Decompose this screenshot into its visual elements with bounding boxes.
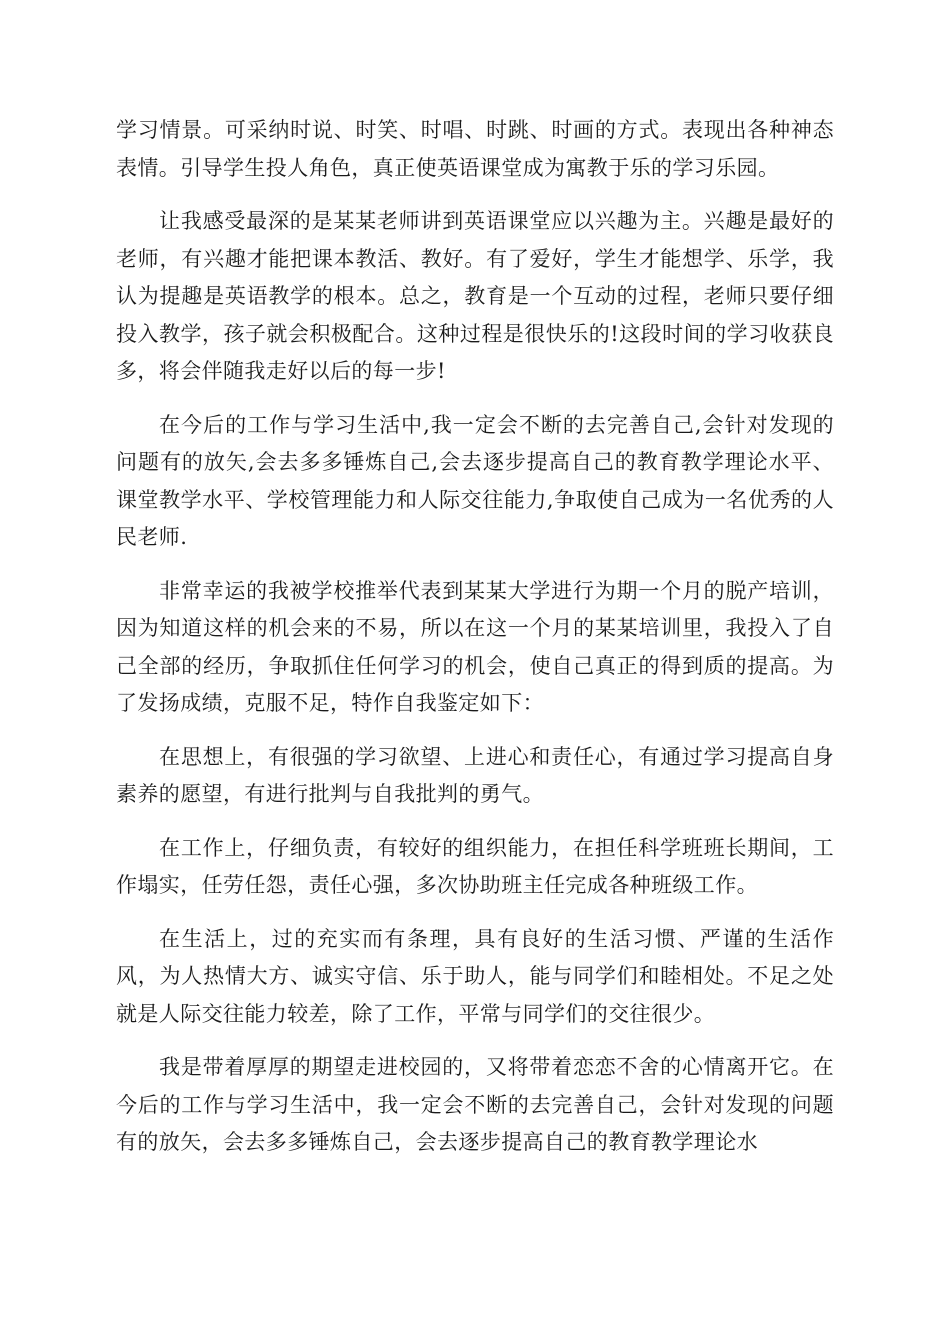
paragraph-7: 在生活上，过的充实而有条理，具有良好的生活习惯、严谨的生活作风，为人热情大方、诚实守信、乐于助人，能与同学们和睦相处。不足之处就是人际交往能力较差，除了工作，平常与同学们的交往很少。 xyxy=(116,926,834,1026)
paragraph-2: 让我感受最深的是某某老师讲到英语课堂应以兴趣为主。兴趣是最好的老师，有兴趣才能把课本教活、教好。有了爱好，学生才能想学、乐学，我认为提趣是英语教学的根本。总之，教育是一个互动的过程，老师只要仔细投入教学，孩子就会积极配合。这种过程是很快乐的!这段时间的学习收获良多，将会伴随我走好以后的每一步! xyxy=(116,209,834,383)
paragraph-5: 在思想上，有很强的学习欲望、上进心和责任心，有通过学习提高自身素养的愿望，有进行批判与自我批判的勇气。 xyxy=(116,744,834,806)
paragraph-4: 非常幸运的我被学校推举代表到某某大学进行为期一个月的脱产培训，因为知道这样的机会来的不易，所以在这一个月的某某培训里，我投入了自己全部的经历，争取抓住任何学习的机会，使自己真正的得到质的提高。为了发扬成绩，克服不足，特作自我鉴定如下： xyxy=(116,578,834,715)
paragraph-6: 在工作上，仔细负责，有较好的组织能力，在担任科学班班长期间，工作塌实，任劳任怨，责任心强，多次协助班主任完成各种班级工作。 xyxy=(116,835,834,897)
paragraph-1: 学习情景。可采纳时说、时笑、时唱、时跳、时画的方式。表现出各种神态表情。引导学生投人角色，真正使英语课堂成为寓教于乐的学习乐园。 xyxy=(116,118,834,180)
paragraph-8: 我是带着厚厚的期望走进校园的，又将带着恋恋不舍的心情离开它。在今后的工作与学习生活中，我一定会不断的去完善自己，会针对发现的问题有的放矢，会去多多锤炼自己，会去逐步提高自己的教育教学理论水 xyxy=(116,1055,834,1154)
paragraph-3: 在今后的工作与学习生活中,我一定会不断的去完善自己,会针对发现的问题有的放矢,会去多多锤炼自己,会去逐步提高自己的教育教学理论水平、课堂教学水平、学校管理能力和人际交往能力,争取使自己成为一名优秀的人民老师. xyxy=(116,412,834,549)
document-body xyxy=(116,112,834,1162)
